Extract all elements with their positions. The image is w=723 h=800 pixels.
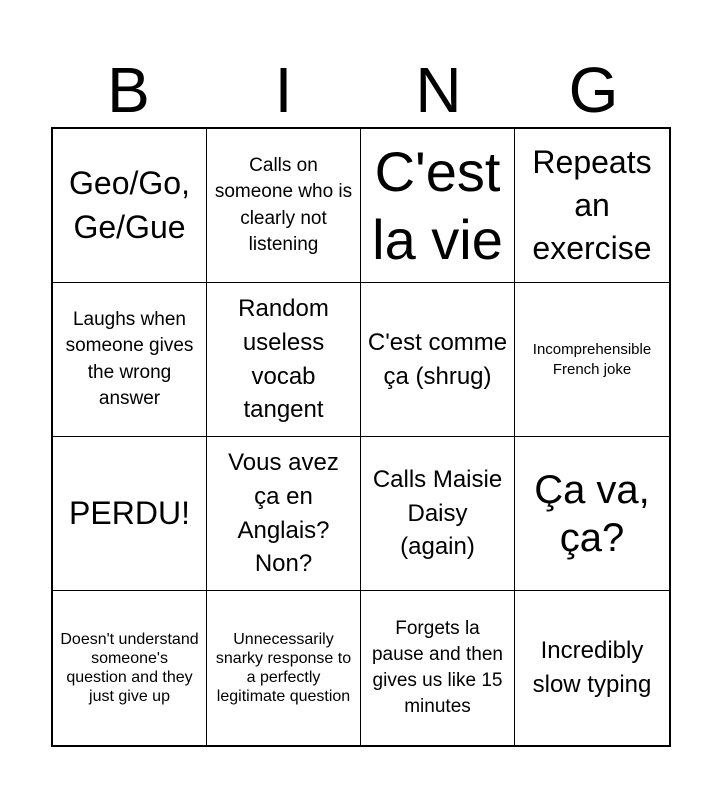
header-letter-g: G xyxy=(568,54,619,126)
bingo-cell-text: Calls Maisie Daisy (again) xyxy=(372,466,503,561)
bingo-cell-text: Random useless vocab tangent xyxy=(238,295,329,424)
header-letter-b: B xyxy=(107,54,150,126)
bingo-cell-text: Repeats an exercise xyxy=(532,143,652,267)
header-letter-i: I xyxy=(274,54,293,126)
bingo-cell[interactable] xyxy=(207,129,361,283)
bingo-cell[interactable] xyxy=(53,591,207,745)
bingo-cell[interactable] xyxy=(53,437,207,591)
header-letter-n: N xyxy=(415,54,462,126)
bingo-cell-text: Ça va, ça? xyxy=(534,467,650,560)
bingo-cell-text: Forgets la pause and then gives us like 15 minutes xyxy=(371,617,503,718)
bingo-cell[interactable] xyxy=(361,591,515,745)
bingo-cell-text: Incomprehensible French joke xyxy=(532,341,652,378)
bingo-cell-text: Incredibly slow typing xyxy=(532,637,652,698)
bingo-header xyxy=(51,52,671,128)
bingo-cell-text: Calls on someone who is clearly not listening xyxy=(214,155,353,255)
bingo-cell-text: Unnecessarily snarky response to a perfectly legitimate question xyxy=(215,630,352,706)
bingo-cell[interactable] xyxy=(515,129,669,283)
bingo-cell[interactable] xyxy=(53,129,207,283)
bingo-cell-text: Vous avez ça en Anglais? Non? xyxy=(228,449,339,578)
bingo-cell-text: Doesn't understand someone's question and they just give up xyxy=(60,630,199,706)
bingo-cell[interactable] xyxy=(515,591,669,745)
bingo-cell-text: C'est comme ça (shrug) xyxy=(367,328,508,390)
bingo-cell-text: Laughs when someone gives the wrong answer xyxy=(65,309,194,409)
bingo-cell[interactable] xyxy=(53,283,207,437)
bingo-cell[interactable] xyxy=(515,437,669,591)
bingo-cell[interactable] xyxy=(361,437,515,591)
bingo-cell-text: PERDU! xyxy=(69,494,190,531)
bingo-cell[interactable] xyxy=(361,283,515,437)
bingo-board xyxy=(51,127,671,747)
bingo-cell[interactable] xyxy=(207,591,361,745)
bingo-cell-text: Geo/Go, Ge/Gue xyxy=(69,165,190,245)
bingo-cell[interactable] xyxy=(361,129,515,283)
bingo-cell[interactable] xyxy=(515,283,669,437)
bingo-cell[interactable] xyxy=(207,283,361,437)
bingo-cell-text: C'est la vie xyxy=(372,140,503,271)
bingo-cell[interactable] xyxy=(207,437,361,591)
